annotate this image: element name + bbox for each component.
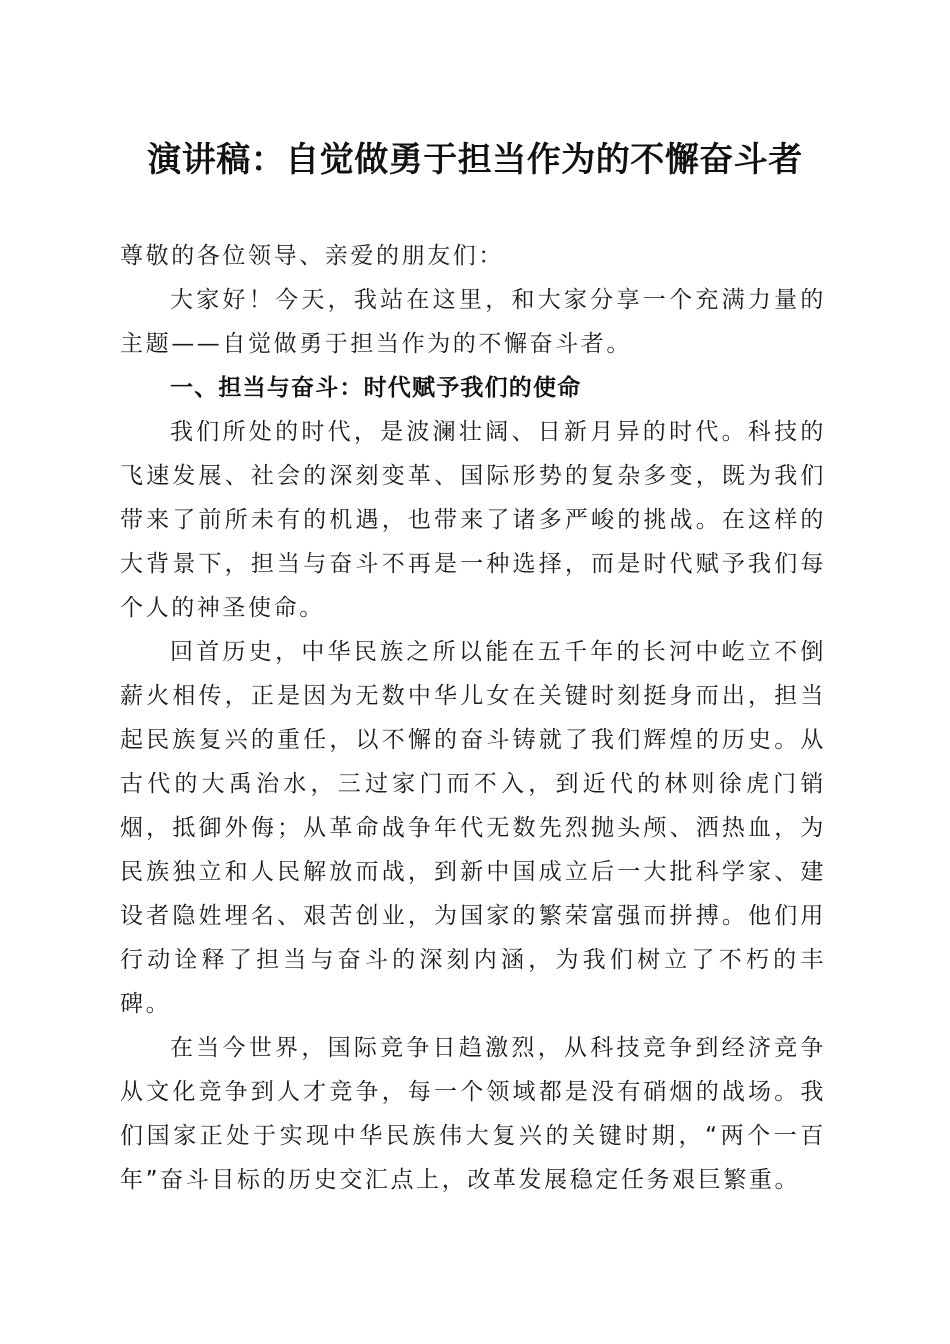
document-body: [120, 234, 826, 1202]
body-paragraph-1: 我们所处的时代，是波澜壮阔、日新月异的时代。科技的飞速发展、社会的深刻变革、国际形势的复杂多变，既为我们带来了前所未有的机遇，也带来了诸多严峻的挑战。在这样的大背景下，担当与奋斗不再是一种选择，而是时代赋予我们每个人的神圣使命。: [120, 419, 826, 621]
document-title: 演讲稿：自觉做勇于担当作为的不懈奋斗者: [147, 140, 803, 180]
body-paragraph-3: 在当今世界，国际竞争日趋激烈，从科技竞争到经济竞争从文化竞争到人才竞争，每一个领域都是没有硝烟的战场。我们国家正处于实现中华民族伟大复兴的关键时期，“两个一百年”奋斗目标的历史交汇点上，改革发展稳定任务艰巨繁重。: [120, 1035, 826, 1193]
intro-paragraph: 大家好！今天，我站在这里，和大家分享一个充满力量的主题——自觉做勇于担当作为的不懈奋斗者。: [120, 287, 826, 357]
salutation: 尊敬的各位领导、亲爱的朋友们：: [120, 243, 504, 269]
section-heading: 一、担当与奋斗：时代赋予我们的使命: [170, 375, 582, 401]
body-paragraph-2: 回首历史，中华民族之所以能在五千年的长河中屹立不倒薪火相传，正是因为无数中华儿女在关键时刻挺身而出，担当起民族复兴的重任，以不懈的奋斗铸就了我们辉煌的历史。从古代的大禹治水，三过家门而不入，到近代的林则徐虎门销烟，抵御外侮；从革命战争年代无数先烈抛头颅、洒热血，为民族独立和人民解放而战，到新中国成立后一大批科学家、建设者隐姓埋名、艰苦创业，为国家的繁荣富强而拼搏。他们用行动诠释了担当与奋斗的深刻内涵，为我们树立了不朽的丰碑。: [120, 639, 826, 1017]
